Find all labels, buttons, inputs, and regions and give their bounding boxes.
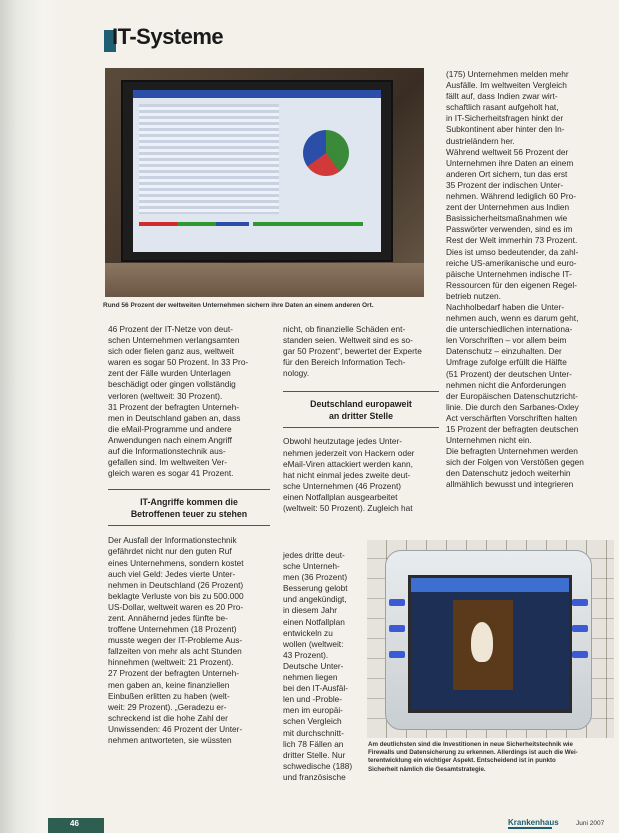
text-line: den Datenschutz jedoch weiterhin (446, 468, 571, 479)
figure-photo-device (367, 540, 614, 738)
text-line: schreckend ist die hohe Zahl der (108, 712, 228, 723)
text-line: len Vorschriften – vor allem beim (446, 335, 567, 346)
text-line: die eMail-Programme und andere (108, 423, 232, 434)
text-line: 27 Prozent der befragten Unterneh- (108, 668, 239, 679)
text-line: allmählich bewusst und integrieren (446, 479, 574, 490)
text-line: auch viel Geld: Jedes vierte Unter- (108, 568, 236, 579)
text-line: Deutsche Unter- (283, 660, 344, 671)
text-line: nehmen auch, wenn es darum geht, (446, 313, 579, 324)
text-line: einen Notfallplan ausgearbeitet (283, 491, 398, 502)
text-line: nehmen liegen (283, 672, 338, 683)
text-line: gefährdet nicht nur den guten Ruf (108, 546, 232, 557)
text-line: päische Unternehmen indische IT- (446, 268, 572, 279)
text-line: zent. Annähernd jedes fünfte be- (108, 612, 228, 623)
text-line: beklagte Verluste von bis zu 500.000 (108, 590, 244, 601)
text-line: Unwissenden: 46 Prozent der Unter- (108, 723, 243, 734)
text-line: schen Unternehmen verlangsamten (108, 335, 240, 346)
text-line: verloren (weltweit: 30 Prozent). (108, 390, 223, 401)
text-line: für den Bereich Information Tech- (283, 357, 406, 368)
text-line: Die befragten Unternehmen werden (446, 446, 578, 457)
journal-logo: Krankenhaus (508, 818, 559, 827)
text-line: 35 Prozent der indischen Unter- (446, 179, 564, 190)
text-line: Der Ausfall der Informationstechnik (108, 535, 237, 546)
text-line: 46 Prozent der IT-Netze von deut- (108, 324, 233, 334)
article-column-2 (283, 324, 439, 514)
text-line: eines Unternehmens, sondern kostet (108, 557, 244, 568)
article-column-1 (108, 324, 270, 746)
text-line: der Europäischen Datenschutzricht- (446, 390, 578, 401)
text-line: zent der Unternehmen aus Indien (446, 202, 570, 213)
figure-caption: Rund 56 Prozent der weltweiten Unternehmen sichern ihre Daten an einem anderen Ort. (103, 302, 374, 309)
text-line: gar 50 Prozent“, bewertet der Experte (283, 346, 422, 357)
text-line: standen seien. Weltweit sind es so- (283, 335, 413, 346)
text-line: Ressourcen für den eigenen Regel- (446, 279, 577, 290)
text-line: weit: 29 Prozent). „Geradezu er- (108, 701, 227, 712)
text-line: jedes dritte deut- (283, 550, 345, 560)
text-line: Umfrage zufolge erfüllt die Hälfte (446, 357, 567, 368)
text-line: schaftlich rasant aufgeholt hat, (446, 102, 559, 113)
issue-date: Juni 2007 (576, 820, 605, 827)
text-line: nehmen in Deutschland (26 Prozent) (108, 579, 244, 590)
text-line: reiche US-amerikanische und euro- (446, 257, 577, 268)
text-line: nehmen. Während lediglich 60 Pro- (446, 191, 577, 202)
text-line: Nachholbedarf haben die Unter- (446, 301, 565, 312)
text-line: 43 Prozent). (283, 649, 329, 660)
text-line: (weltweit: 50 Prozent). Zugleich hat (283, 503, 413, 514)
text-line: Basissicherheitsmaßnahmen wie (446, 213, 568, 224)
text-line: Ausfälle. Im weltweiten Vergleich (446, 80, 567, 91)
text-line: Act verschärften Vorschriften halten (446, 412, 577, 423)
text-line: Einbußen erlitten zu haben (welt- (108, 690, 230, 701)
text-line: schen Vergleich (283, 716, 342, 727)
text-line: Passwörter verwenden, sind es im (446, 224, 573, 235)
divider (283, 391, 439, 392)
text-line: Dies ist umso bedeutender, da zahl- (446, 246, 579, 257)
text-line: dritter Stelle. Nur (283, 749, 346, 760)
text-line: Anwendungen nach einem Angriff (108, 434, 232, 445)
text-line: len und -Proble- (283, 694, 343, 705)
text-line: nicht, ob finanzielle Schäden ent- (283, 324, 406, 334)
text-line: linie. Die durch den Sarbanes-Oxley (446, 401, 579, 412)
text-line: dustrieländern her. (446, 135, 515, 146)
text-line: 31 Prozent der befragten Unterneh- (108, 401, 239, 412)
text-line: fallzeiten von mehr als acht Stunden (108, 646, 242, 657)
text-line: wollen (weltweit: (283, 638, 344, 649)
text-line: zent der Fälle wurden Unterlagen (108, 368, 231, 379)
text-line: Besserung gelobt (283, 583, 348, 594)
text-line: in diesem Jahr (283, 605, 337, 616)
text-line: schwedische (188) (283, 760, 353, 771)
text-line: sche Unternehmen (46 Prozent) (283, 480, 402, 491)
text-line: nehmen antworteten, sie wüssten (108, 735, 232, 745)
subheading: Deutschland europaweit an dritter Stelle (310, 399, 412, 422)
text-line: men gaben an, keine finanziellen (108, 679, 230, 690)
divider (108, 525, 270, 526)
page-number: 46 (70, 819, 79, 828)
text-line: nehmen nicht die Anforderungen (446, 379, 566, 390)
text-line: mit durchschnitt- (283, 727, 344, 738)
divider (108, 489, 270, 490)
text-line: betrieb nutzen. (446, 290, 501, 301)
text-line: eMail-Viren attackiert werden kann, (283, 458, 413, 469)
text-line: entwickeln zu (283, 627, 333, 638)
text-line: nehmen jederzeit von Hackern oder (283, 447, 415, 458)
text-line: US-Dollar, weltweit waren es 20 Pro- (108, 601, 244, 612)
text-line: fällt auf, dass Indien zwar wirt- (446, 91, 558, 102)
text-line: men im europäi- (283, 705, 343, 716)
text-line: men (36 Prozent) (283, 572, 348, 583)
text-line: einen Notfallplan (283, 616, 345, 627)
text-line: Unternehmen ihre Daten an einem (446, 157, 574, 168)
text-line: gefallen sind. Im weltweiten Ver- (108, 457, 227, 468)
text-line: Datenschutz – einzuhalten. Der (446, 346, 562, 357)
text-line: hinnehmen (weltweit: 21 Prozent). (108, 657, 234, 668)
text-line: men in Deutschland gaben an, dass (108, 412, 241, 423)
journal-logo-underline (508, 827, 552, 829)
text-line: Rest der Welt immerhin 73 Prozent. (446, 235, 578, 246)
text-line: Obwohl heutzutage jedes Unter- (283, 436, 402, 447)
figure-photo-monitor (105, 68, 424, 297)
text-line: nology. (283, 368, 310, 379)
text-line: lich 78 Fällen an (283, 738, 344, 749)
section-title: IT-Systeme (112, 24, 224, 49)
text-line: gleich waren es sogar 41 Prozent. (108, 468, 234, 479)
text-line: (175) Unternehmen melden mehr (446, 69, 569, 79)
text-line: in IT-Sicherheitsfragen hinkt der (446, 113, 564, 124)
text-line: und angekündigt, (283, 594, 347, 605)
text-line: waren es sogar 50 Prozent. In 33 Pro- (108, 357, 249, 368)
divider (283, 427, 439, 428)
text-line: sich der Folgen von Verstößen gegen (446, 457, 584, 468)
figure-caption-2: Am deutlichsten sind die Investitionen in neue Sicherheitstechnik wie Firewalls und Datensicherung zu erkennen. Allerdings ist auch die Wei- terentwicklung ein wichtiger Aspekt. Entscheidend ist in punkto Sicherheit nämlich die Gesamtstrategie. (368, 741, 578, 773)
text-line: bei den IT-Ausfäl- (283, 683, 349, 694)
text-line: (51 Prozent) der deutschen Unter- (446, 368, 572, 379)
text-line: sich oder fielen ganz aus, weltweit (108, 346, 234, 357)
text-line: und französische (283, 771, 346, 782)
text-line: Während weltweit 56 Prozent der (446, 146, 569, 157)
text-line: sche Unterneh- (283, 561, 340, 572)
text-line: die unterschiedlichen internationa- (446, 324, 573, 335)
text-line: auf die Informationstechnik aus- (108, 446, 226, 457)
text-line: Unternehmen nicht ein. (446, 435, 532, 446)
text-line: anderen Ort sichern, tun das erst (446, 168, 568, 179)
page-binding-shadow (0, 0, 60, 833)
text-line: beschädigt oder gingen vollständig (108, 379, 236, 390)
text-line: troffene Unternehmen (18 Prozent) (108, 624, 237, 635)
article-column-2-narrow (283, 550, 363, 783)
article-column-3 (446, 69, 616, 491)
text-line: Subkontinent aber hinter den In- (446, 124, 565, 135)
subheading: IT-Angriffe kommen die Betroffenen teuer zu stehen (130, 497, 248, 520)
text-line: musste wegen der IT-Probleme Aus- (108, 635, 243, 646)
text-line: 15 Prozent der befragten deutschen (446, 424, 579, 434)
text-line: hat nicht einmal jedes zweite deut- (283, 469, 411, 480)
